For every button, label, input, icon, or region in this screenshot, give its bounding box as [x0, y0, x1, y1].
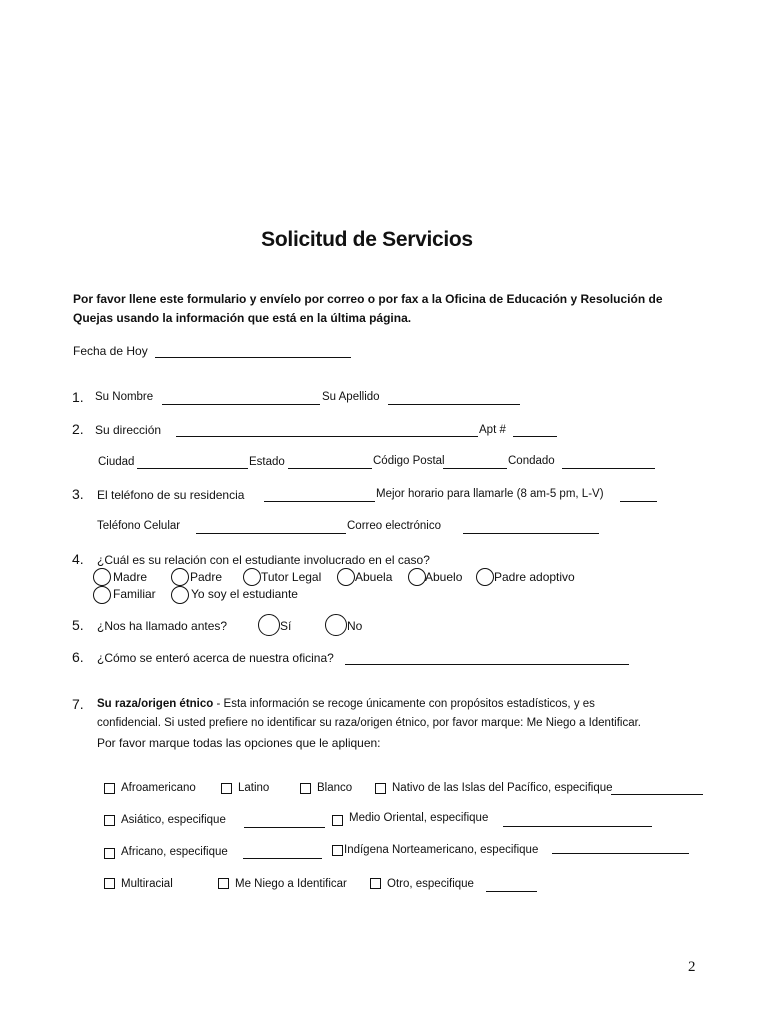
option-no: No — [347, 619, 363, 633]
q2-number: 2. — [72, 421, 84, 437]
q6-question: ¿Cómo se enteró acerca de nuestra oficina? — [97, 651, 334, 665]
radio-padre-adoptivo[interactable] — [476, 568, 494, 586]
apt-field[interactable] — [513, 436, 557, 437]
correo-label: Correo electrónico — [347, 520, 441, 532]
ciudad-field[interactable] — [137, 468, 248, 469]
telefono-label: El teléfono de su residencia — [97, 488, 245, 502]
option-abuela: Abuela — [355, 570, 393, 584]
option-abuelo: Abuelo — [425, 570, 463, 584]
radio-no[interactable] — [325, 614, 347, 636]
radio-si[interactable] — [258, 614, 280, 636]
option-me-niego-identificar: Me Niego a Identificar — [235, 878, 347, 890]
q1-number: 1. — [72, 389, 84, 405]
celular-field[interactable] — [196, 533, 346, 534]
checkbox-africano[interactable] — [104, 848, 115, 859]
form-title: Solicitud de Servicios — [261, 228, 473, 251]
option-afroamericano: Afroamericano — [121, 782, 196, 794]
option-multiracial: Multiracial — [121, 878, 173, 890]
nativo-islas-pacifico-field[interactable] — [611, 794, 703, 795]
option-asiatico: Asiático, especifique — [121, 814, 226, 826]
nombre-label: Su Nombre — [95, 391, 154, 403]
option-tutor-legal: Tutor Legal — [261, 570, 322, 584]
page-number: 2 — [688, 959, 696, 975]
apt-label: Apt # — [479, 424, 506, 436]
checkbox-afroamericano[interactable] — [104, 783, 115, 794]
option-otro: Otro, especifique — [387, 878, 474, 890]
checkbox-asiatico[interactable] — [104, 815, 115, 826]
checkbox-indigena-norteamericano[interactable] — [332, 845, 343, 856]
radio-yo-soy-estudiante[interactable] — [171, 586, 189, 604]
q7-text-1: - Esta información se recoge únicamente con propósitos estadísticos, y es — [213, 698, 595, 710]
checkbox-otro[interactable] — [370, 878, 381, 889]
option-madre: Madre — [113, 570, 148, 584]
q5-number: 5. — [72, 617, 84, 633]
checkbox-medio-oriental[interactable] — [332, 815, 343, 826]
fecha-field[interactable] — [155, 357, 351, 358]
radio-abuelo[interactable] — [408, 568, 426, 586]
checkbox-nativo-islas-pacifico[interactable] — [375, 783, 386, 794]
option-nativo-islas-pacifico: Nativo de las Islas del Pacífico, especifique — [392, 782, 613, 794]
intro-line-2: Quejas usando la información que está en la última página. — [73, 311, 412, 325]
fecha-label: Fecha de Hoy — [73, 344, 148, 358]
direccion-label: Su dirección — [95, 423, 162, 437]
direccion-field[interactable] — [176, 436, 478, 437]
option-si: Sí — [280, 619, 292, 633]
checkbox-multiracial[interactable] — [104, 878, 115, 889]
q7-text-line-1 — [97, 698, 595, 710]
apellido-label: Su Apellido — [322, 391, 380, 403]
checkbox-latino[interactable] — [221, 783, 232, 794]
africano-field[interactable] — [243, 858, 322, 859]
codigo-postal-field[interactable] — [443, 468, 507, 469]
q4-question: ¿Cuál es su relación con el estudiante involucrado en el caso? — [97, 553, 430, 567]
q4-number: 4. — [72, 551, 84, 567]
radio-madre[interactable] — [93, 568, 111, 586]
option-indigena-norteamericano: Indígena Norteamericano, especifique — [344, 844, 539, 856]
q7-number: 7. — [72, 696, 84, 712]
checkbox-me-niego-identificar[interactable] — [218, 878, 229, 889]
ciudad-label: Ciudad — [98, 456, 135, 468]
q5-question: ¿Nos ha llamado antes? — [97, 619, 228, 633]
checkbox-blanco[interactable] — [300, 783, 311, 794]
option-latino: Latino — [238, 782, 270, 794]
radio-familiar[interactable] — [93, 586, 111, 604]
q6-field[interactable] — [345, 664, 629, 665]
intro-line-1: Por favor llene este formulario y envíelo por correo o por fax a la Oficina de Educación y Resolución de — [73, 292, 663, 306]
telefono-field[interactable] — [264, 501, 375, 502]
radio-tutor-legal[interactable] — [243, 568, 261, 586]
otro-field[interactable] — [486, 891, 537, 892]
indigena-norteamericano-field[interactable] — [552, 853, 689, 854]
estado-label: Estado — [249, 456, 285, 468]
q7-text-3: Por favor marque todas las opciones que le apliquen: — [97, 736, 381, 750]
radio-padre[interactable] — [171, 568, 189, 586]
option-yo-soy-estudiante: Yo soy el estudiante — [191, 587, 298, 601]
option-familiar: Familiar — [113, 587, 156, 601]
condado-field[interactable] — [562, 468, 655, 469]
condado-label: Condado — [508, 455, 555, 467]
intro-text — [73, 290, 663, 328]
estado-field[interactable] — [288, 468, 372, 469]
horario-field[interactable] — [620, 501, 657, 502]
q7-heading: Su raza/origen étnico — [97, 698, 214, 710]
option-padre: Padre — [190, 570, 223, 584]
radio-abuela[interactable] — [337, 568, 355, 586]
horario-label: Mejor horario para llamarle (8 am-5 pm, L-V) — [376, 488, 604, 500]
option-medio-oriental: Medio Oriental, especifique — [349, 812, 489, 824]
medio-oriental-field[interactable] — [503, 826, 652, 827]
q7-text-2: confidencial. Si usted prefiere no identificar su raza/origen étnico, por favor marque: Me Niego a Identificar. — [97, 717, 641, 729]
option-blanco: Blanco — [317, 782, 353, 794]
q3-number: 3. — [72, 486, 84, 502]
asiatico-field[interactable] — [244, 827, 325, 828]
q6-number: 6. — [72, 649, 84, 665]
nombre-field[interactable] — [162, 404, 320, 405]
correo-field[interactable] — [463, 533, 599, 534]
option-padre-adoptivo: Padre adoptivo — [494, 570, 575, 584]
celular-label: Teléfono Celular — [97, 520, 181, 532]
apellido-field[interactable] — [388, 404, 520, 405]
option-africano: Africano, especifique — [121, 846, 228, 858]
codigo-postal-label: Código Postal — [373, 455, 445, 467]
